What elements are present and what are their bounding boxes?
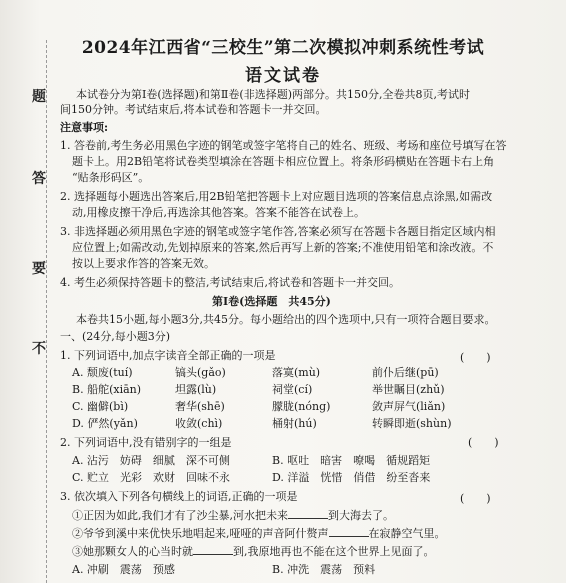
- notice-line: “贴条形码区”。: [72, 171, 150, 184]
- part1-desc: 本卷共15小题,每小题3分,共45分。每小题给出的四个选项中,只有一项符合题目要求。: [76, 313, 496, 326]
- question-stem: 1. 下列词语中,加点字读音全部正确的一项是: [60, 349, 276, 362]
- question-stem: 2. 下列词语中,没有错别字的一组是: [60, 436, 232, 449]
- intro-line: 本试卷分为第Ⅰ卷(选择题)和第Ⅱ卷(非选择题)两部分。共150分,全卷共8页,考试时: [76, 88, 470, 101]
- sentence-line: [72, 526, 446, 541]
- fill-blank: [329, 526, 369, 537]
- notice-heading: 注意事项:: [60, 121, 109, 134]
- option-word: 转瞬即逝(shùn): [372, 417, 452, 430]
- option-word: 落寞(mù): [272, 366, 321, 379]
- intro-line: 间150分钟。考试结束后,将本试卷和答题卡一并交回。: [60, 103, 327, 116]
- notice-line: 1. 答卷前,考生务必用黑色字迹的钢笔或签字笔将自己的姓名、班级、考场和座位号填写在答: [60, 139, 507, 152]
- option-word: 朦胧(nóng): [272, 400, 331, 413]
- exam-title: 2024年江西省“三校生”第二次模拟冲刺系统性考试: [81, 38, 485, 58]
- notice-line: 按以上要求作答的答案无效。: [72, 257, 215, 270]
- notice-line: 动,用橡皮擦干净后,再选涂其他答案。答案不能答在试卷上。: [72, 206, 365, 219]
- sentence-line: [72, 508, 394, 523]
- option-group: A. 冲刷 震荡 预感: [72, 563, 175, 576]
- seal-char: 答: [32, 171, 46, 187]
- seal-char: 不: [32, 341, 46, 357]
- sentence-part: 在寂静空气里。: [368, 527, 446, 540]
- seal-char: 题: [32, 89, 46, 105]
- notice-line: 3. 非选择题必须用黑色字迹的钢笔或签字笔作答,答案必须写在答题卡各题目指定区域内相: [60, 225, 496, 238]
- sentence-part: ②爷爷到溪中来优快乐地唱起来,哑哑的声音阿什赘声: [72, 527, 329, 540]
- option-word: A. 颓废(tuí): [72, 366, 133, 379]
- answer-paren: ( ): [460, 492, 491, 505]
- binding-margin-line: [46, 40, 47, 583]
- option-word: 敛声屏气(liǎn): [372, 400, 446, 413]
- seal-char: 要: [32, 261, 46, 277]
- notice-line: 应位置上;如需改动,先划掉原来的答案,然后再写上新的答案;不准使用铅笔和涂改液。不: [72, 241, 494, 254]
- notice-line: 4. 考生必须保持答题卡的整洁,考试结束后,将试卷和答题卡一并交回。: [60, 276, 400, 289]
- option-group: B. 呕吐 暗害 嘹喝 循规蹈矩: [272, 454, 431, 467]
- option-word: 祠堂(cí): [272, 383, 313, 396]
- option-group: D. 洋溢 恍惜 俏借 纷至沓来: [272, 471, 431, 484]
- option-word: D. 俨然(yǎn): [72, 417, 138, 430]
- option-word: 举世瞩目(zhǔ): [372, 383, 445, 396]
- option-word: 坦露(lù): [175, 383, 217, 396]
- sentence-part: ③她那颗女人的心当时就: [72, 545, 193, 558]
- option-word: 镐头(gǎo): [175, 366, 226, 379]
- notice-line: 2. 选择题每小题选出答案后,用2B铅笔把答题卡上对应题目选项的答案信息点涂黑,如需改: [60, 190, 493, 203]
- notice-line: 题卡上。用2B铅笔将试卷类型填涂在答题卡相应位置上。将条形码横贴在答题卡右上角: [72, 155, 495, 168]
- sentence-line: [72, 544, 435, 559]
- section-heading: 一、(24分,每小题3分): [60, 330, 171, 343]
- option-word: B. 船舵(xiān): [72, 383, 142, 396]
- option-word: 前仆后继(pū): [372, 366, 439, 379]
- sentence-part: 到大海去了。: [328, 509, 394, 522]
- option-word: 奢华(shē): [175, 400, 225, 413]
- option-group: A. 沾污 妨碍 细腻 深不可侧: [72, 454, 230, 467]
- exam-subject: 语文试卷: [245, 66, 321, 86]
- fill-blank: [288, 508, 328, 519]
- option-word: 桶射(hú): [272, 417, 317, 430]
- answer-paren: ( ): [460, 351, 491, 364]
- option-group: B. 冲洗 震荡 预料: [272, 563, 376, 576]
- option-word: 收敛(chì): [175, 417, 223, 430]
- fill-blank: [193, 544, 233, 555]
- answer-paren: ( ): [468, 436, 499, 449]
- part1-heading: 第Ⅰ卷(选择题 共45分): [212, 295, 331, 308]
- question-stem: 3. 依次填入下列各句横线上的词语,正确的一项是: [60, 490, 298, 503]
- option-group: C. 贮立 光彩 欢财 回味不永: [72, 471, 231, 484]
- sentence-part: ①正因为如此,我们才有了沙尘暴,河水把未来: [72, 509, 288, 522]
- sentence-part: 到,我原地再也不能在这个世界上见面了。: [233, 545, 435, 558]
- option-word: C. 幽僻(bì): [72, 400, 129, 413]
